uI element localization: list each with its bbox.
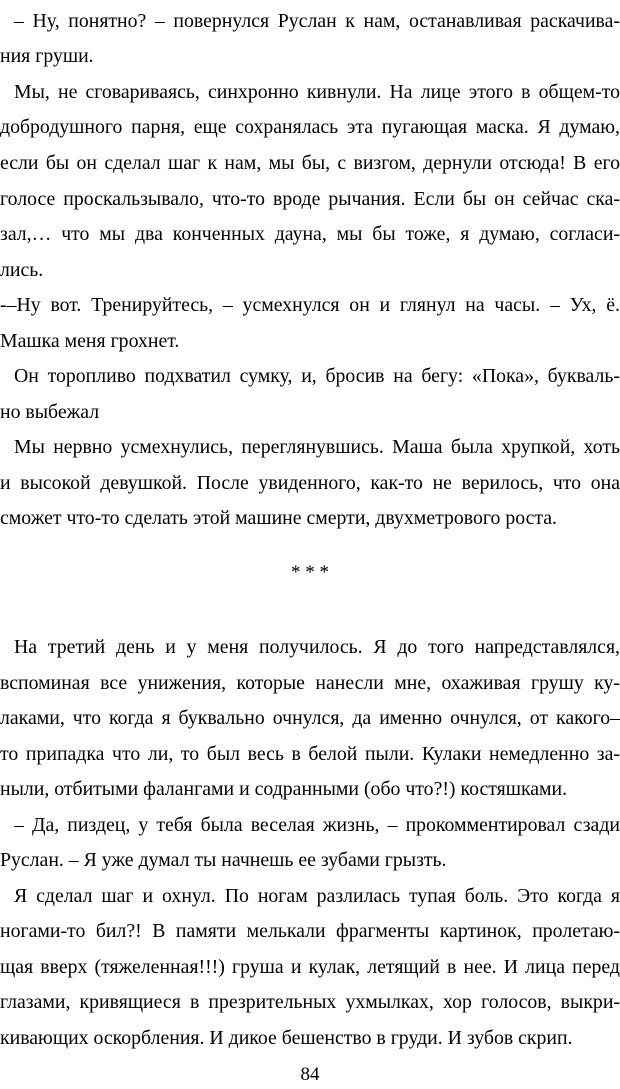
text-line: лись. bbox=[0, 259, 44, 281]
text-line: ногами-то бил?! В памяти мелькали фрагменты картинок, пролетаю- bbox=[0, 920, 620, 942]
text-line: щая вверх (тяжеленная!!!) груша и кулак, летящий в нее. И лица перед bbox=[0, 956, 620, 978]
text-line: На третий день и у меня получилось. Я до того напредставлялся, bbox=[14, 636, 620, 658]
text-line: то припадка что ли, то был весь в белой пыли. Кулаки немедленно за- bbox=[0, 743, 620, 765]
text-line: если бы он сделал шаг к нам, мы бы, с визгом, дернули отсюда! В его bbox=[0, 152, 620, 174]
page-number: 84 bbox=[300, 1064, 320, 1085]
text-line: ныли, отбитыми фалангами и содранными (обо что?!) костяшками. bbox=[0, 778, 568, 800]
text-line: лаками, что когда я буквально очнулся, да именно очнулся, от какого– bbox=[0, 707, 620, 729]
text-line: Он торопливо подхватил сумку, и, бросив на бегу: «Пока», букваль- bbox=[14, 365, 620, 387]
text-line: – Ну, понятно? – повернулся Руслан к нам, останавливая раскачива- bbox=[14, 10, 620, 32]
text-line: – Да, пиздец, у тебя была веселая жизнь, – прокомментировал сзади bbox=[14, 814, 620, 836]
text-line: Мы, не сговариваясь, синхронно кивнули. На лице этого в общем-то bbox=[14, 81, 620, 103]
text-line: голосе проскальзывало, что-то вроде рычания. Если бы он сейчас ска- bbox=[0, 188, 620, 210]
text-line: добродушного парня, еще сохранялась эта пугающая маска. Я думаю, bbox=[0, 116, 620, 138]
text-line: Руслан. – Я уже думал ты начнешь ее зубами грызть. bbox=[0, 849, 447, 871]
text-line: и высокой девушкой. После увиденного, как-то не верилось, что она bbox=[0, 472, 620, 494]
text-line: Машка меня грохнет. bbox=[0, 330, 180, 352]
text-line: ния груши. bbox=[0, 45, 94, 67]
text-line: сможет что-то сделать этой машине смерти, двухметрового роста. bbox=[0, 507, 557, 529]
text-line: -–Ну вот. Тренируйтесь, – усмехнулся он и глянул на часы. – Ух, ё. bbox=[0, 294, 620, 316]
text-line: глазами, кривящиеся в презрительных ухмылках, хор голосов, выкри- bbox=[0, 991, 620, 1013]
text-line: кивающих оскорбления. И дикое бешенство в груди. И зубов скрип. bbox=[0, 1027, 573, 1049]
text-line: зал,… что мы два конченных дауна, мы бы тоже, я думаю, согласи- bbox=[0, 223, 620, 245]
text-line: но выбежал bbox=[0, 401, 100, 423]
text-line: вспоминая все унижения, которые нанесли мне, охаживая грушу ку- bbox=[0, 672, 620, 694]
text-line: Я сделал шаг и охнул. По ногам разлилась тупая боль. Это когда я bbox=[14, 885, 620, 907]
section-separator: * * * bbox=[291, 562, 329, 583]
text-line: Мы нервно усмехнулись, переглянувшись. Маша была хрупкой, хоть bbox=[14, 436, 620, 458]
